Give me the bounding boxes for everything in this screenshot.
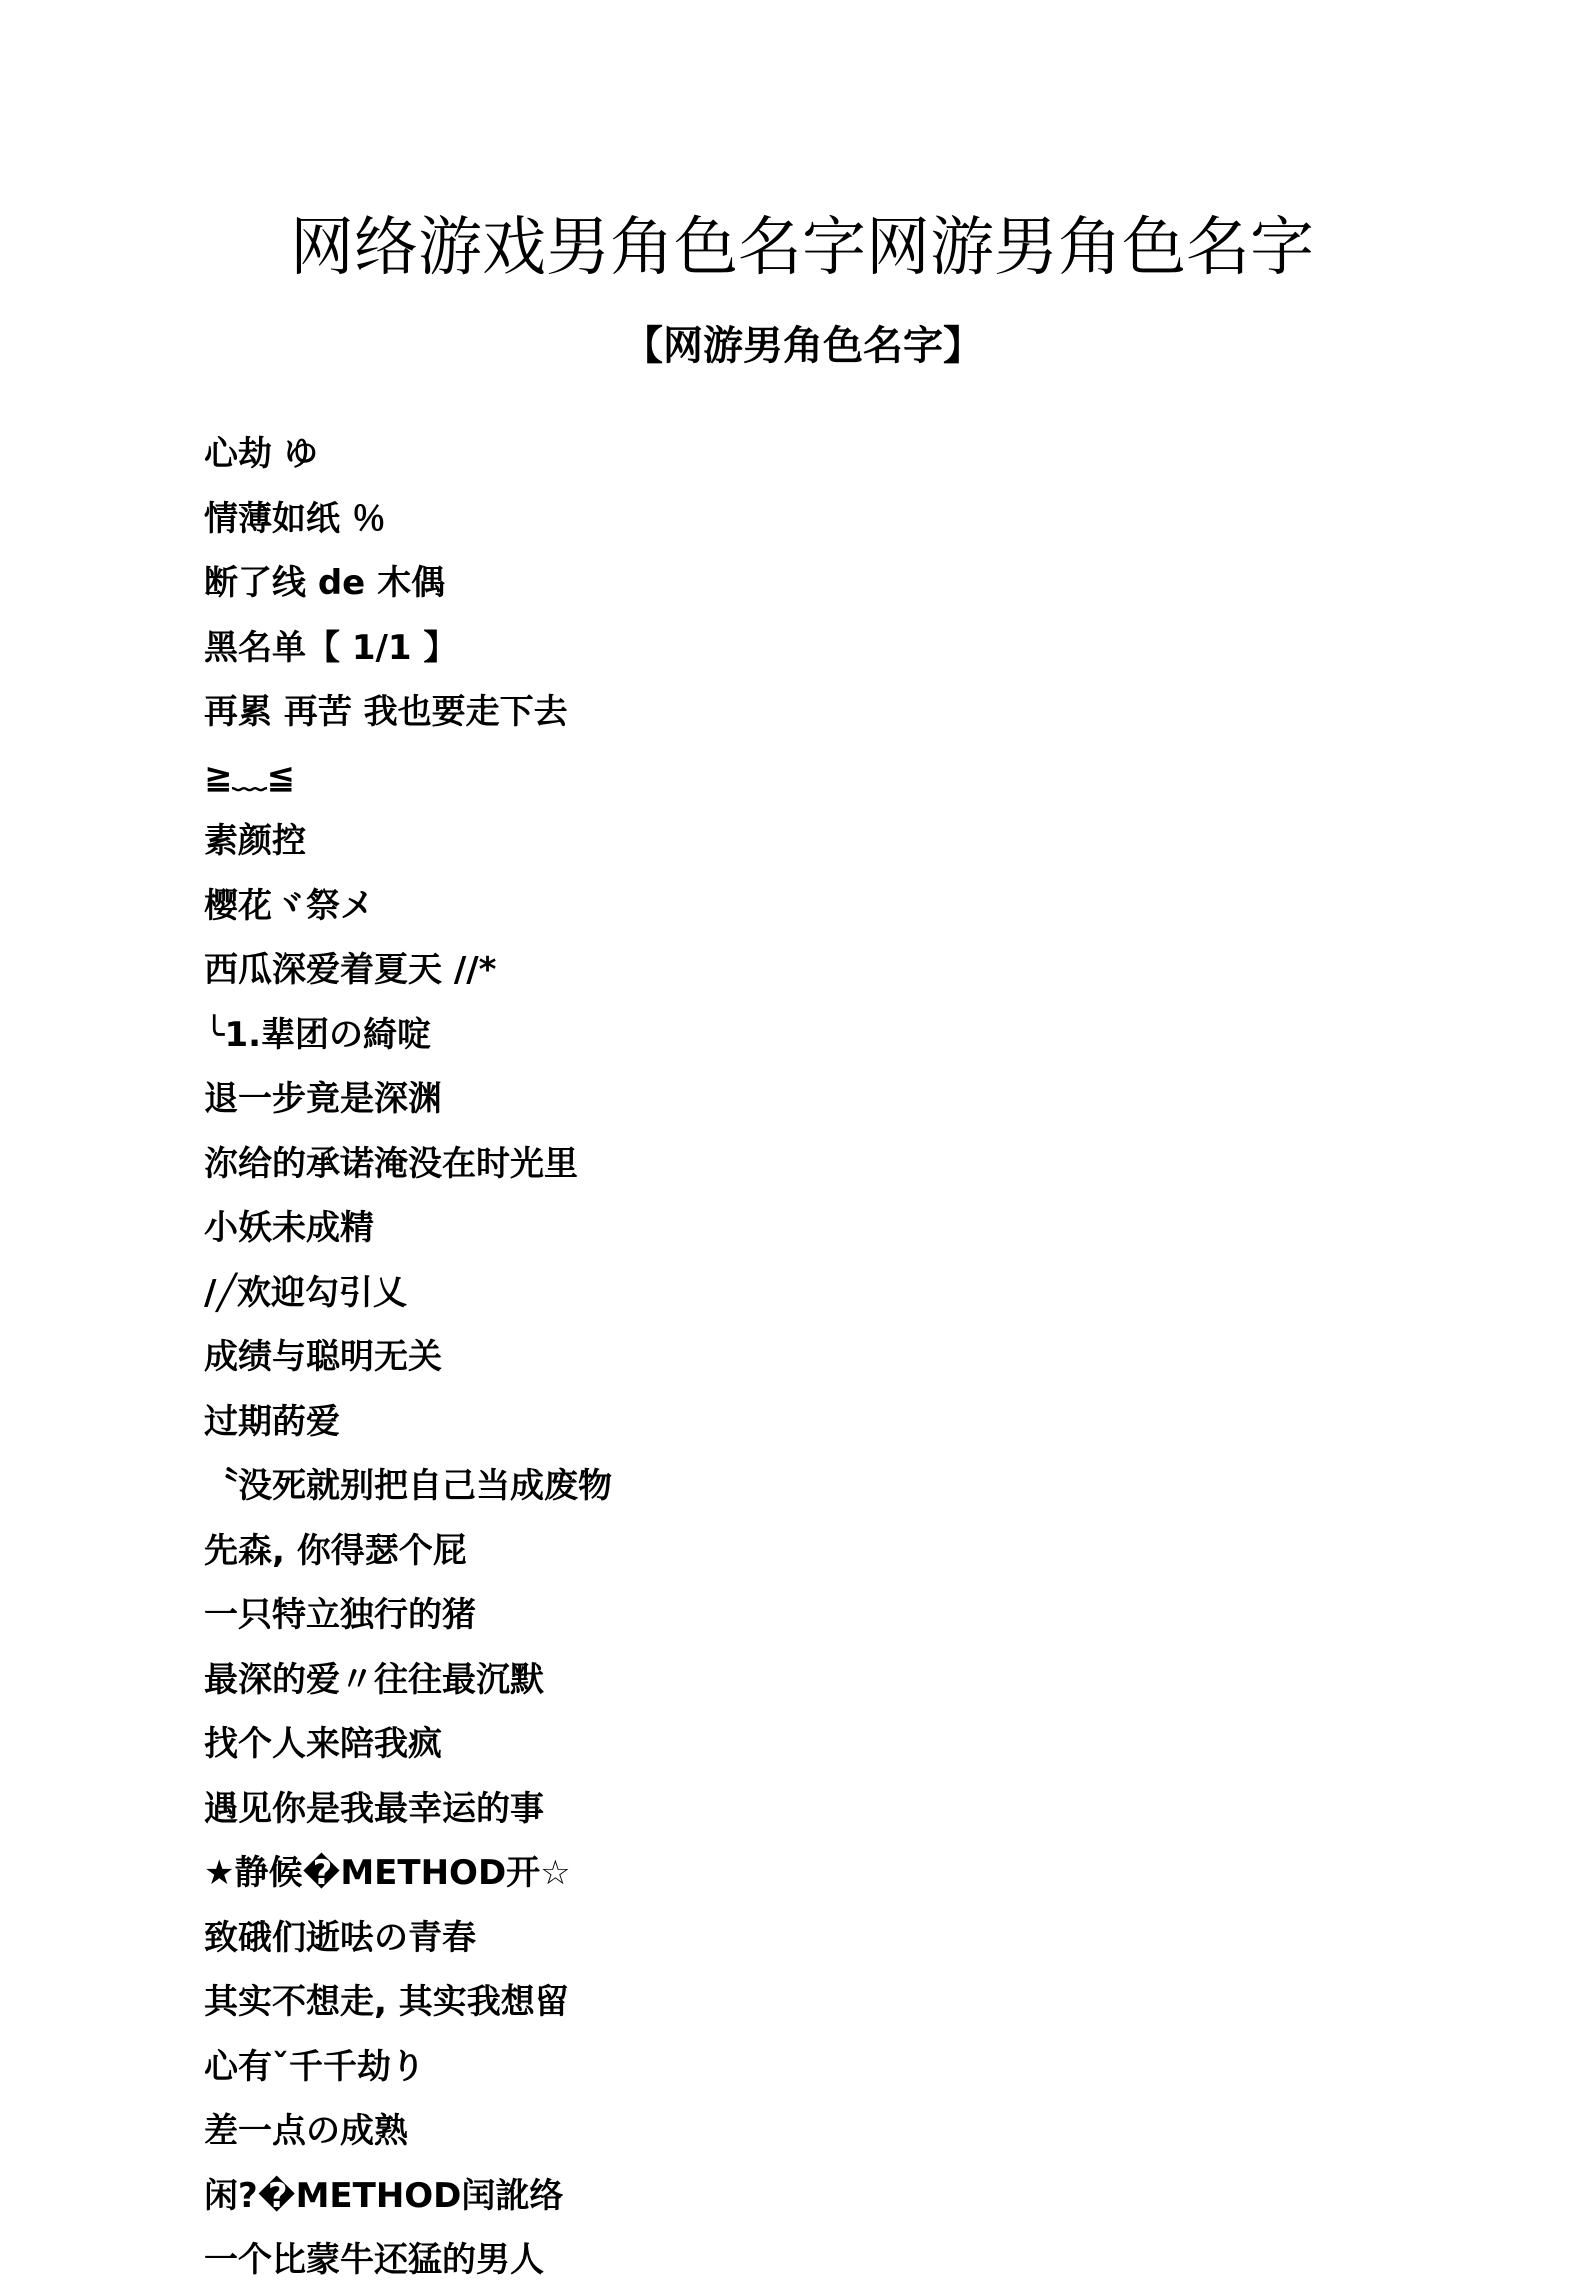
list-item: 心有ˇ千千劫り [204,2046,425,2087]
list-item: ≧﹏≦ [204,756,295,797]
list-item: 其实不想走, 其实我想留 [204,1982,569,2022]
list-item: 断了线 de 木偶 [204,563,446,603]
list-item: 退一步竟是深渊 [204,1079,442,1119]
list-item: 心劫 ゆ [204,434,318,474]
list-item: ╰1.辈团の綺啶 [204,1014,432,1055]
list-item: 遇见你是我最幸运的事 [204,1788,544,1829]
list-item: /╱欢迎勾引乂 [204,1272,407,1313]
list-item: 找个人来陪我疯 [204,1724,442,1764]
list-item: 一只特立独行的猪 [204,1595,476,1635]
list-item: 一个比蒙牛还猛的男人 [204,2240,544,2280]
name-list [204,422,612,2293]
list-item: 闲?�METHOD闰訛络 [204,2175,564,2216]
list-item: 先森, 你得瑟个屁 [204,1530,467,1571]
list-item: 沵给的承诺淹没在时光里 [204,1143,578,1184]
list-item: ★静候�METHOD开☆ [204,1853,571,1893]
list-item: 〝没死就别把自己当成废物 [204,1466,612,1506]
list-item: 樱花ヾ祭メ [204,885,374,926]
list-item: 素颜控 [204,821,306,861]
list-item: 再累 再苦 我也要走下去 [204,692,568,732]
list-item: 黑名单【 1/1 】 [204,627,458,668]
list-item: 致硪们逝呿の青春 [204,1917,476,1958]
list-item: 成绩与聪明无关 [204,1337,442,1377]
list-item: 西瓜深爱着夏天 //* [204,950,497,990]
list-item: 过期菂爱 [204,1401,340,1442]
list-item: 情薄如纸 ％ [204,498,386,539]
document-title: 网络游戏男角色名字网游男角色名字 [290,211,1314,285]
list-item: 小妖未成精 [204,1208,374,1248]
list-item: 差一点の成熟 [204,2111,408,2151]
document-subtitle: 【网游男角色名字】 [623,323,983,369]
list-item: 最深的爱〃往往最沉默 [204,1659,544,1700]
